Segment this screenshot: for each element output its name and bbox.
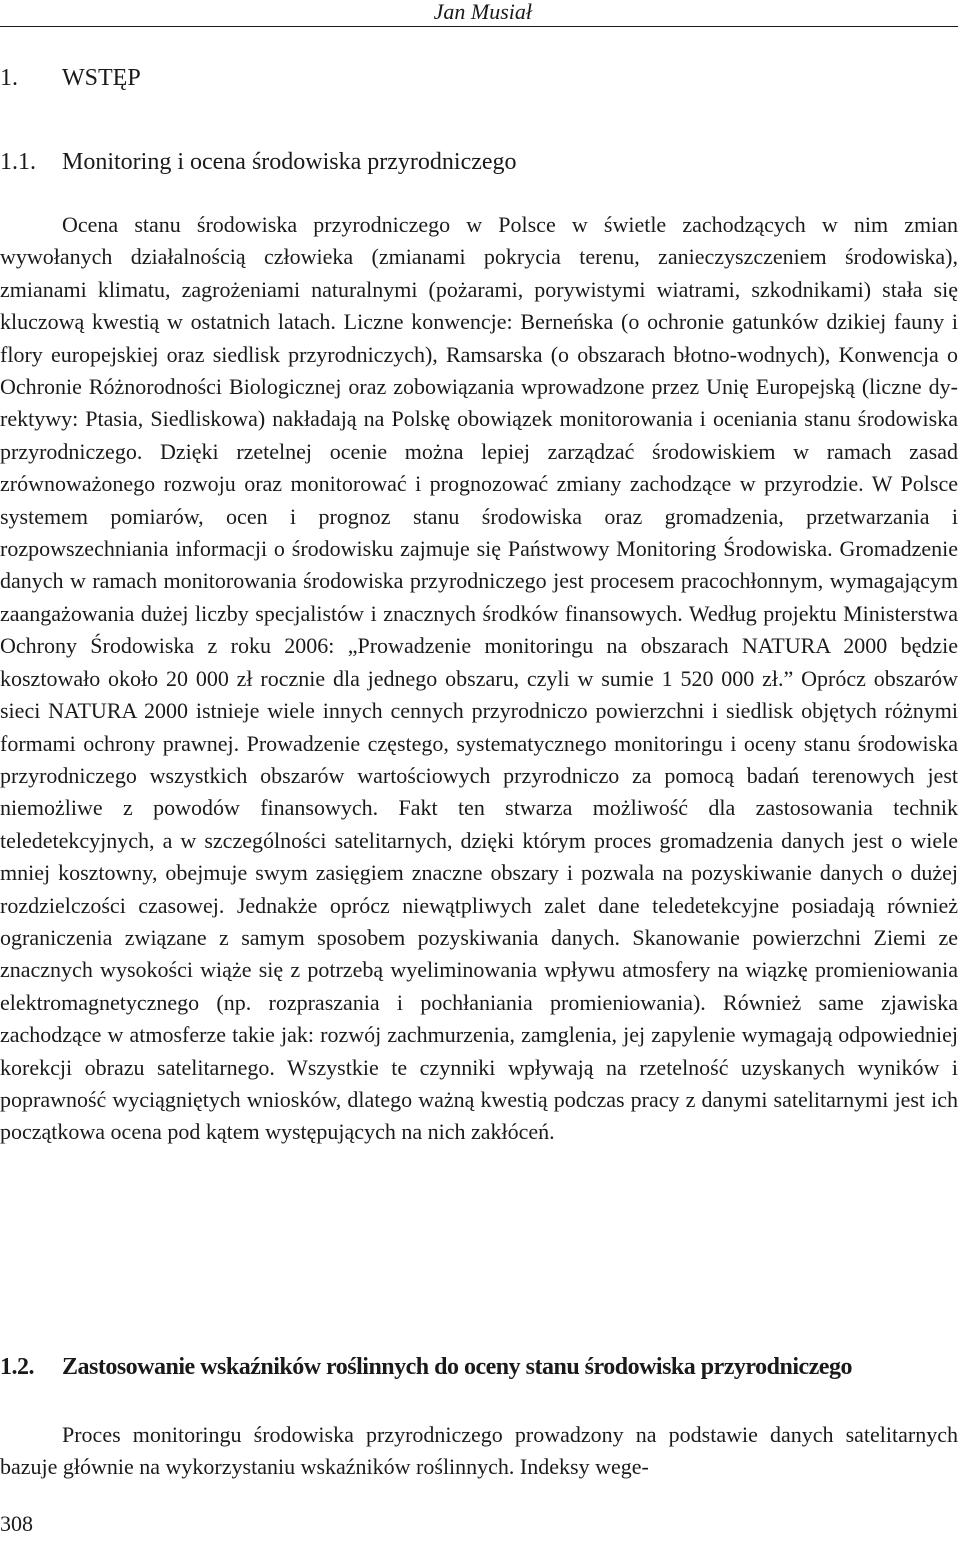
paragraph-text: Ocena stanu środowiska przyrodniczego w Polsce w świetle zachodzących w nim zmian wywołanych działalnością człowieka (zmianami pokrycia terenu, zanieczyszczeniem środowiska), zmianami klimatu, zagrożeniami naturalnymi (pożarami, porywistymi wiatrami, szkodnikami) stała się kluczową kwestią w ostatnich latach. Liczne konwencje: Berneńska (o ochronie gatunków dzikiej fauny i flory europejskiej oraz siedlisk przyrodniczych), Ramsarska (o obszarach błotno-wodnych), Konwencja o Ochronie Różnorodności Biologicznej oraz zobowiązania wprowadzone przez Unię Europejską (liczne dyrektywy: Ptasia, Siedliskowa) nakładają na Polskę obowiązek monitorowania i oceniania stanu środowiska przyrodniczego. Dzięki rzetelnej ocenie można lepiej zarządzać środowiskiem w ramach zasad zrównoważonego rozwoju oraz monitorować i prognozować zmiany zachodzące w przyrodzie. W Polsce systemem pomiarów, ocen i prognoz stanu środowiska oraz gromadzenia, przetwarzania i rozpowszechniania informacji o środowisku zajmuje się Państwowy Monitoring Środowiska. Gromadzenie danych w ramach monitorowania środowiska przyrodniczego jest procesem pracochłonnym, wymagającym zaangażowania dużej liczby specjalistów i znacznych środków finansowych. Według projektu Ministerstwa Ochrony Środowiska z roku 2006: „Prowadzenie monitoringu na obszarach NATURA 2000 będzie kosztowało około 20 000 zł rocznie dla jednego obszaru, czyli w sumie 1 520 000 zł.” Oprócz obszarów sieci NATURA 2000 istnieje wiele innych cennych przyrodniczo powierzchni i siedlisk objętych różnymi formami ochrony prawnej. Prowadzenie częstego, systematycznego monitoringu i oceny stanu środowiska przyrodniczego wszystkich obszarów wartościowych przyrodniczo za pomocą badań terenowych jest niemożliwe z powodów finansowych. Fakt ten stwarza możliwość dla zastosowania technik teledetekcyjnych, a w szczególności satelitarnych, dzięki którym proces gromadzenia danych jest o wiele mniej kosztowny, obejmuje swym zasięgiem znaczne obszary i pozwala na pozyskiwanie danych o dużej rozdzielczości czasowej. Jednakże oprócz niewątpliwych zalet dane teledetekcyjne posiadają również ograniczenia związane z samym sposobem pozyskiwania danych. Skanowanie powierzchni Ziemi ze znacznych wysokości wiąże się z potrzebą wyeliminowania wpływu atmosfery na wiązkę promieniowania elektromagnetycznego (np. rozpraszania i pochłaniania promieniowania). Również same zjawiska zachodzące w atmosferze takie jak: rozwój zachmurzenia, zamglenia, jej zapylenie wymagają odpowiedniej korekcji obrazu satelitarnego. Wszystkie te czynniki wpływają na rzetelność uzyskanych wyników i poprawność wyciągniętych wniosków, dlatego ważną kwestią podczas pracy z danymi satelitarnymi jest ich początkowa ocena pod kątem występujących na nich zakłóceń.	[0, 212, 958, 1145]
section-heading-1	[0, 64, 141, 92]
section-number: 1.2.	[0, 1354, 34, 1380]
section-number: 1.	[0, 65, 18, 91]
section-title: WSTĘP	[62, 65, 141, 91]
section-title: Zastosowanie wskaźników roślinnych do oceny stanu środowiska przyrodniczego	[62, 1354, 852, 1380]
section-heading-1-2	[0, 1353, 852, 1381]
running-header	[0, 0, 956, 24]
paragraph-1-1	[0, 209, 958, 1149]
running-header-author: Jan Musiał	[433, 0, 532, 24]
header-rule	[0, 26, 958, 27]
paragraph-1-2	[0, 1419, 958, 1484]
section-number: 1.1.	[0, 149, 36, 175]
page-number: 308	[0, 1511, 33, 1536]
paragraph-text: Proces monitoringu środowiska przyrodniczego prowadzony na podstawie danych satelitarnych bazuje głównie na wykorzystaniu wskaźników roślinnych. Indeksy wege-	[0, 1422, 958, 1480]
section-title: Monitoring i ocena środowiska przyrodniczego	[62, 149, 517, 175]
section-heading-1-1	[0, 148, 517, 176]
